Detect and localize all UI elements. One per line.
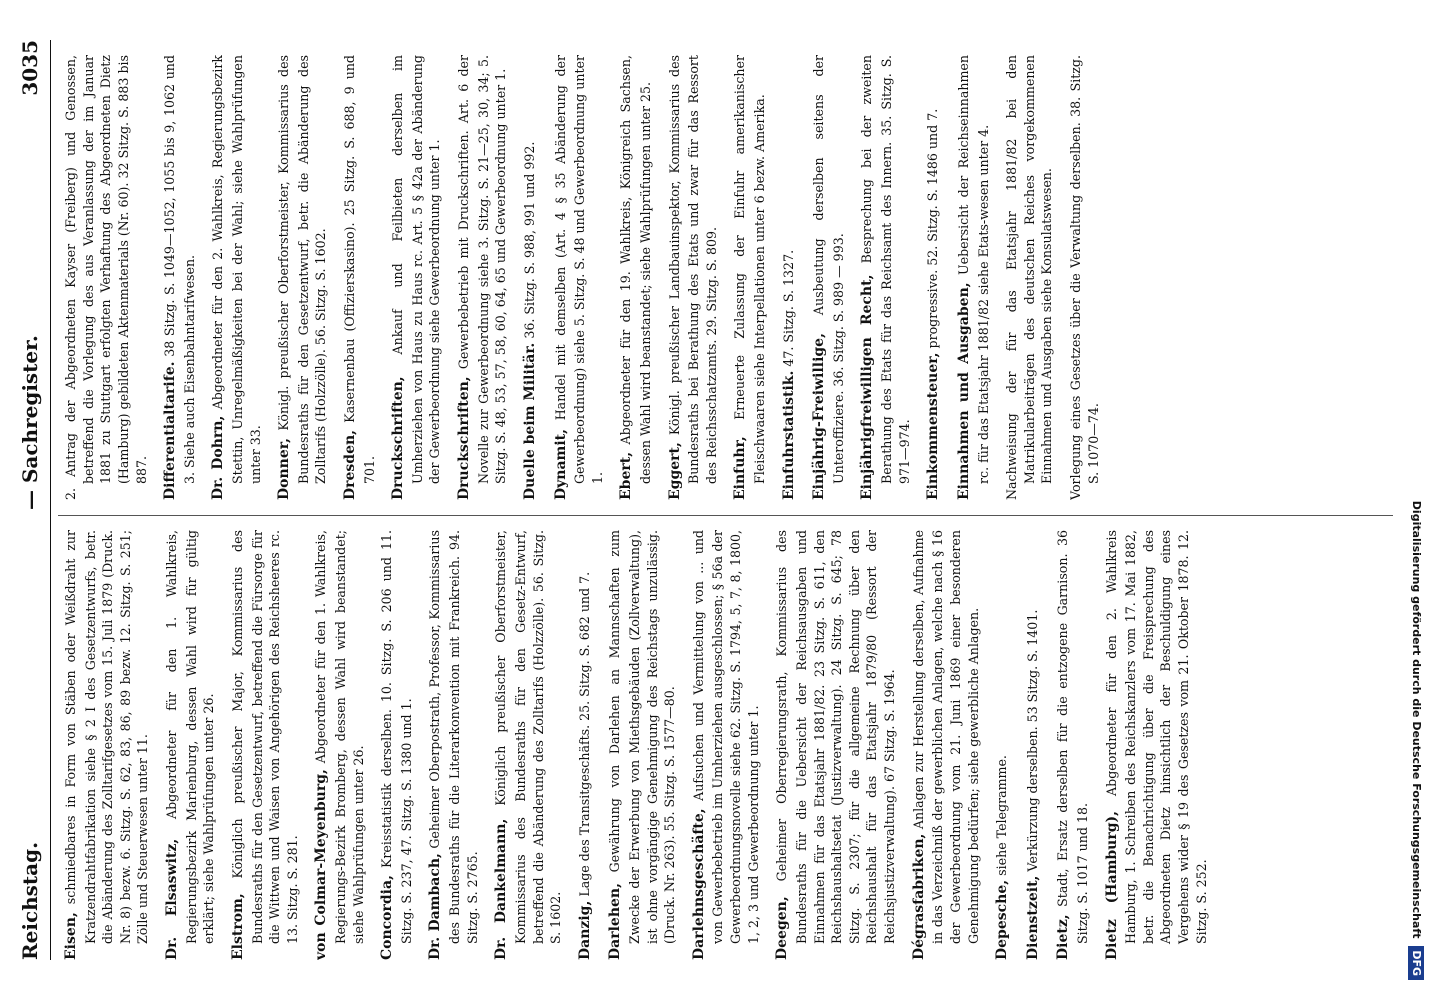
entry-text: Handel mit demselben (Art. 4 § 35 Abänderung der Gewerbeordnung) siehe 5. Sitzg. S. 48 und Gewerbeordnung unter 1. [552,55,605,484]
register-entry [1003,55,1056,500]
entry-heading: Druckschriften, [390,376,407,500]
register-entry [1054,530,1091,960]
register-entry [341,55,378,500]
entry-heading: Darlehen, [607,883,624,960]
register-entry [993,530,1013,960]
register-entry [690,530,762,960]
register-entry [62,55,150,500]
entry-text: Lage des Transitgeschäfts. 25. Sitzg. S. 682 und 7. [576,571,592,897]
register-entry [773,530,898,960]
register-entry [910,530,982,960]
entry-heading: Ebert, [618,451,635,500]
entry-heading: Dietz (Hamburg), [1103,810,1120,960]
entry-heading: Dr. Dohrn, [210,415,227,500]
register-entry [810,55,847,500]
entry-text: Nachweisung der für das Etatsjahr 1881/82 bei den Matrikularbeiträgen des deutschen Reiches vorgekommenen Einnahmen und Ausgaben siehe Konsulatswesen. [1004,55,1055,500]
entry-heading: Duelle beim Militär. [521,342,538,500]
register-entry [521,55,541,500]
entry-heading: Concordia, [379,875,396,960]
entry-heading: Eisen, [63,912,79,960]
entry-text: Abgeordneter für den 2. Wahlkreis, Regierungsbezirk Stettin, Unregelmäßigkeiten bei der Wahl; siehe Wahlprüfungen unter 33. [210,55,263,484]
entry-text: Erneuerte Zulassung der Einfuhr amerikanischer Fleischwaaren siehe Interpellationen unter 6 bezw. Amerika. [732,55,768,484]
entry-heading: Einkommensteuer, [925,352,942,500]
entry-heading: Donner, [276,438,293,500]
stamp-text: Digitalisierung gefördert durch die Deutsche Forschungsgemeinschaft [1410,500,1423,939]
register-entry [606,530,678,960]
entry-text: Königlich preußischer Oberforstmeister, Kommissarius des Bundesraths für den Gesetz-Entwurf, betreffend die Abänderung des Zolltarifs (Holzzölle). 56. Sitzg. S. 1602. [493,530,564,944]
register-entry [455,55,510,500]
register-entry [62,530,152,960]
entry-heading: Einnahmen und Ausgaben, [955,282,972,500]
entry-text: Uebersicht der Reichseinnahmen rc. für das Etatsjahr 1881/82 siehe Etats-wesen unter 4. [955,55,991,484]
entry-text: Ausbeutung derselben seitens der Unteroffiziere. 36. Sitzg. S. 989 — 993. [811,55,846,484]
entry-text: 36. Sitzg. S. 988, 991 und 992. [521,141,537,339]
register-entry [378,530,415,960]
register-entry [858,55,913,500]
register-entry [731,55,768,500]
entry-heading: Dietz, [1055,914,1072,960]
register-entry [666,55,721,500]
entry-text: Ankauf und Feilbieten derselben im Umherziehen von Haus zu Haus rc. Art. 5 § 42a der Abänderung der Gewerbeordnung siehe Gewerbeordnung unter 1. [390,55,443,484]
register-entry [1067,55,1102,500]
entry-text: Geheimer Oberpostrath, Professor, Kommissarius des Bundesraths für die Literarkonvention mit Frankreich. 94. Sitzg. S. 2765. [427,530,480,944]
register-entry [1103,530,1211,960]
left-column [62,530,1392,960]
register-entry [780,55,800,500]
entry-text: Anlagen zur Herstellung derselben, Aufnahme in das Verzeichniß der gewerblichen Anlagen, welche nach § 16 der Gewerbeordnung vom 21. Juni 1869 einer besonderen Genehmigung bedürfen; siehe gewerbliche Anlagen. [910,530,981,944]
register-entry [1024,530,1044,960]
entry-heading: Einjährig-Freiwillige, [811,333,828,500]
entry-text: 38 Sitzg. S. 1049—1052, 1055 bis 9, 1062 und 3. Siehe auch Eisenbahntarifwesen. [162,55,197,484]
register-entry [229,530,301,960]
page-header [10,40,51,960]
dfg-stamp [1402,20,1430,980]
register-entry [275,55,330,500]
entry-heading: Druckschriften, [456,376,473,500]
entry-text: Kreisstatistik derselben. 10. Sitzg. S. 206 und 11. Sitzg. S. 237, 47. Sitzg. S. 1380 und 1. [379,530,414,944]
dfg-logo: DFG [1408,946,1424,980]
entry-text: Abgeordneter für den 1. Wahlkreis, Regierungsbezirk Marienburg, dessen Wahl wird für gültig erklärt; siehe Wahlprüfungen unter 26. [164,530,217,944]
entry-text: Abgeordneter für den 2. Wahlkreis Hamburg, 1. Schreiben des Reichskanzlers vom 17. Mai 1882, betr. die Benachrichtigung über die Freisprechung des Abgeordneten Dietz hinsichtlich der Beschuldigung eines Vergehens wider § 19 des Gesetzes vom 21. Oktober 1878. 12. Sitzg. S. 252. [1103,530,1209,944]
register-entry [552,55,607,500]
entry-text: Vorlegung eines Gesetzes über die Verwaltung derselben. 38. Sitzg. S. 1070—74. [1068,55,1101,500]
page-number: 3035 [18,40,42,96]
entry-heading: Dresden, [342,429,359,500]
register-entry [576,530,596,960]
entry-text: 47. Sitzg. S. 1327. [780,249,796,367]
entry-heading: Dr. Dambach, [427,853,444,960]
register-entry [617,55,654,500]
entry-heading: Danzig, [576,900,593,960]
entry-heading: Einfuhr, [732,436,749,500]
register-entry [161,55,198,500]
entry-text: progressive. 52. Sitzg. S. 1486 und 7. [925,108,941,349]
entry-heading: Einjährigfreiwilligen Recht, [859,274,876,500]
right-column [62,55,1392,500]
entry-heading: Differentialtarife. [162,361,179,500]
header-center: — Sachregister. [18,335,42,510]
entry-text: Stadt, Ersatz derselben für die entzogene Garnison. 36 Sitzg. S. 1017 und 18. [1055,530,1090,944]
entry-text: Verkürzung derselben. 53 Sitzg. S. 1401. [1024,609,1040,872]
entry-text: Geheimer Oberregierungsrath, Kommissarius des Bundesraths für die Uebersicht der Reichsausgaben und Einnahmen für das Etatsjahr 1881/82. 23 Sitzg. S. 611, den Reichshaushaltsetat (Justizverwaltung). 24 Sitzg. S. 645; 78 Sitzg. S. 2307; für die allgemeine Rechnung über den Reichshaushalt für das Etatsjahr 1879/80 (Ressort der Reichsjustizverwaltung). 67 Sitzg. S. 1964. [774,530,898,944]
entry-heading: Dr. Dankelmann, [493,818,510,960]
entry-text: 2. Antrag der Abgeordneten Kayser (Freiberg) und Genossen, betreffend die Vorlegung des aus Veranlassung der im Januar 1881 zu Stuttgart erfolgten Verhaftung des Abgeordneten Dietz (Hamburg) gebildeten Aktenmaterials (Nr. 60). 32 Sitzg. S. 883 bis 887. [63,55,149,500]
entry-heading: Dégrasfabriken, [910,833,927,960]
register-entry [163,530,218,960]
entry-text: Gewährung von Darlehen an Mannschaften zum Zwecke der Erwerbung von Miethsgebäuden (Zollverwaltung), ist ohne vorgängige Genehmigung des Reichstags unzulässig. (Druck. Nr. 263). 55. Sitzg. S. 1577—80. [607,530,678,944]
entry-text: Gewerbebetrieb mit Druckschriften. Art. 6 der Novelle zur Gewerbeordnung siehe 3. Sitzg. S. 21—25, 30, 34; 5. Sitzg. S. 48, 53, 57, 58, 60, 64, 65 und Gewerbeordnung unter 1. [456,55,509,484]
entry-text: siehe Telegramme. [994,755,1010,876]
register-entry [312,530,367,960]
entry-heading: von Colmar-Meyenburg, [313,769,330,960]
register-entry [389,55,444,500]
entry-text: schmiedbares in Form von Stäben oder Weißdraht zur Kratzendrahtfabrikation siehe § 2 I des Gesetzentwurfs, betr. die Abänderung des Zolltarifgesetzes vom 15. Juli 1879 (Druck. Nr. 8) bezw. 6. Sitzg. S. 62, 83, 86, 89 bezw. 12. Sitzg. S. 251; Zölle und Steuerwesen unter 11. [63,530,151,944]
entry-heading: Eggert, [666,442,683,500]
register-entry [426,530,481,960]
entry-text: Abgeordneter für den 1. Wahlkreis, Regierungs-Bezirk Bromberg, dessen Wahl wird beanstandet; siehe Wahlprüfungen unter 26. [313,530,366,944]
entry-text: Aufsuchen und Vermittelung von ... und von Gewerbebetrieb im Umherziehen ausgeschlossen; § 56a der Gewerbeordnungsnovelle siehe 62. Sitzg. S. 1794, 5, 7, 8, 1800, 1, 2, 3 und Gewerbeordnung unter 1. [690,530,761,944]
entry-text: Abgeordneter für den 19. Wahlkreis, Königreich Sachsen, dessen Wahl wird beanstandet; siehe Wahlprüfungen unter 25. [618,55,653,484]
entry-heading: Dynamit, [552,429,569,500]
register-entry [492,530,564,960]
header-left: Reichstag. [18,841,42,960]
entry-text: Königlich preußischer Major, Kommissarius des Bundesraths für den Gesetzentwurf, betreffend die Fürsorge für die Wittwen und Waisen von Angehörigen des Reichsheeres rc. 13. Sitzg. S. 281. [229,530,300,944]
column-divider [58,515,1393,516]
entry-heading: Dienstzeit, [1024,875,1041,960]
entry-heading: Darlehnsgeschäfte, [690,808,707,960]
entry-heading: Dr. Elsaswitz, [164,838,181,960]
entry-text: Kasernenbau (Offizierskasino). 25 Sitzg. S. 688, 9 und 701. [342,55,377,484]
register-entry [924,55,944,500]
entry-text: Königl. preußischer Landbauinspektor, Kommissarius des Bundesraths bei Berathung des Etats und zwar für das Ressort des Reichsschatzamts. 29. Sitzg. S. 809. [666,55,719,484]
entry-heading: Einfuhrstatistik. [780,370,797,500]
entry-text: Königl. preußischer Oberforstmeister, Kommissarius des Bundesraths für den Gesetzentwurf, betr. die Abänderung des Zolltarifs (Holzzölle). 56. Sitzg. S. 1602. [276,55,329,484]
register-entry [955,55,992,500]
entry-heading: Depesche, [994,879,1011,960]
entry-heading: Deegen, [774,896,791,960]
register-entry [209,55,264,500]
entry-heading: Elstrom, [229,893,246,960]
entry-text: Besprechung bei der zweiten Berathung des Etats für das Reichsamt des Innern. 35. Sitzg. S. 971—974. [859,55,912,484]
